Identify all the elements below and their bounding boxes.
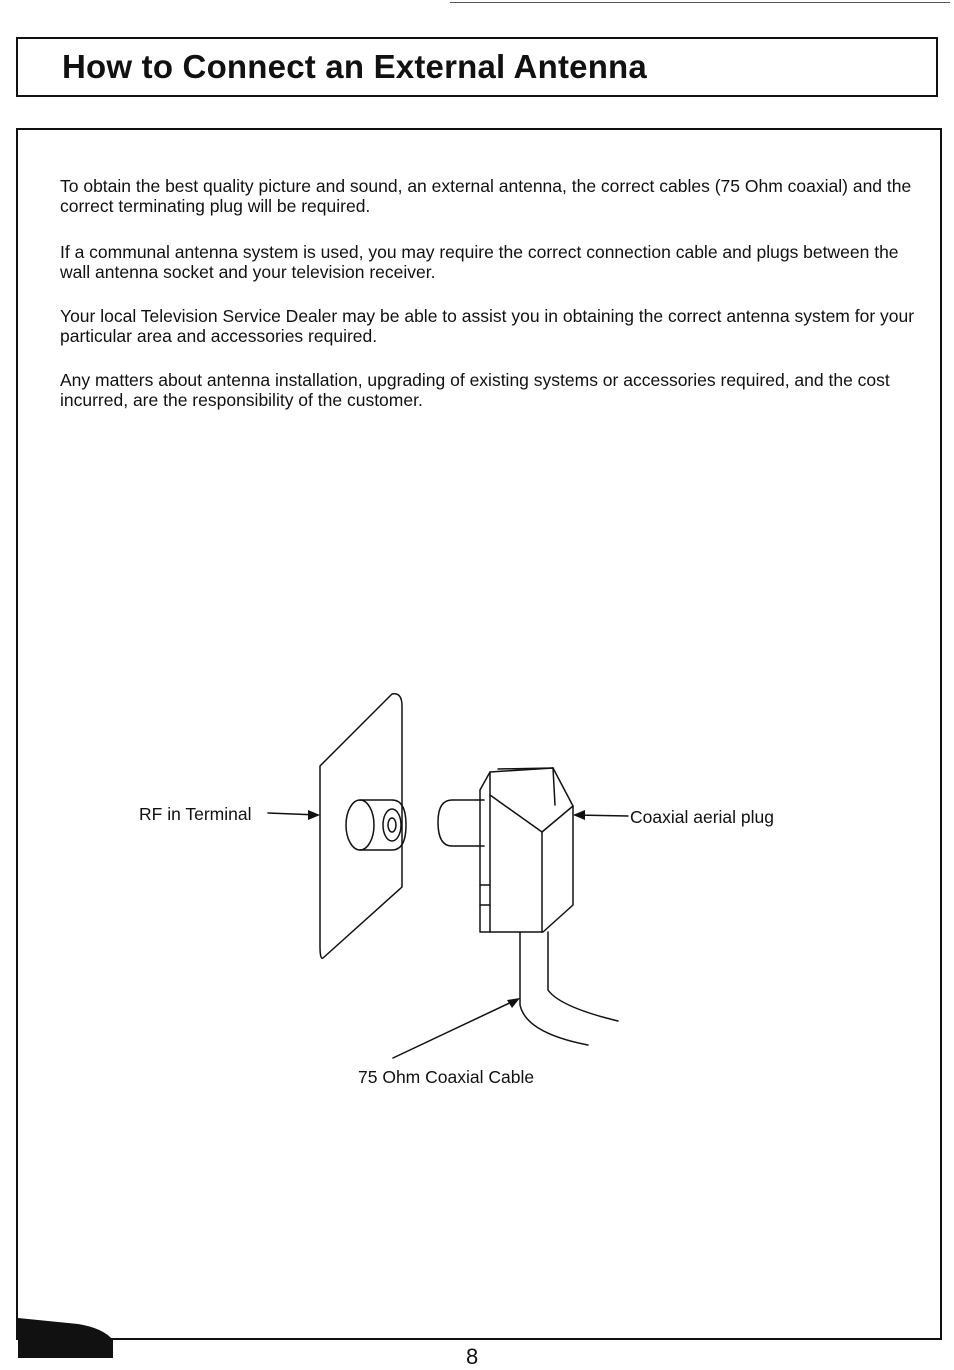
coaxial-cable-label: 75 Ohm Coaxial Cable bbox=[358, 1067, 535, 1087]
coaxial-cable-icon bbox=[520, 932, 618, 1045]
coaxial-plug-icon bbox=[480, 768, 573, 932]
paragraph-customer-responsibility: Any matters about antenna installation, upgrading of existing systems or accessories required, and the cost incurred, are the responsibility of the customer. bbox=[60, 370, 890, 410]
rf-socket-icon bbox=[346, 800, 406, 850]
coaxial-plug-label: Coaxial aerial plug bbox=[630, 807, 774, 827]
paragraph-best-quality: To obtain the best quality picture and sound, an external antenna, the correct cables (75 Ohm coaxial) and the correct terminating plug will be required. bbox=[60, 176, 912, 216]
plug-tip-icon bbox=[438, 800, 484, 846]
rf-terminal-label: RF in Terminal bbox=[139, 804, 252, 824]
coaxial-cable-pointer bbox=[393, 999, 518, 1058]
wall-panel bbox=[320, 694, 402, 959]
corner-mark bbox=[18, 1318, 113, 1358]
page-number: 8 bbox=[466, 1344, 479, 1369]
page-title: How to Connect an External Antenna bbox=[62, 48, 647, 85]
paragraph-service-dealer: Your local Television Service Dealer may be able to assist you in obtaining the correct antenna system for your particular area and accessories required. bbox=[60, 306, 915, 346]
paragraph-communal-antenna: If a communal antenna system is used, you may require the correct connection cable and plugs between the wall antenna socket and your television receiver. bbox=[60, 242, 899, 282]
pointer-arrowheads bbox=[308, 810, 585, 1008]
